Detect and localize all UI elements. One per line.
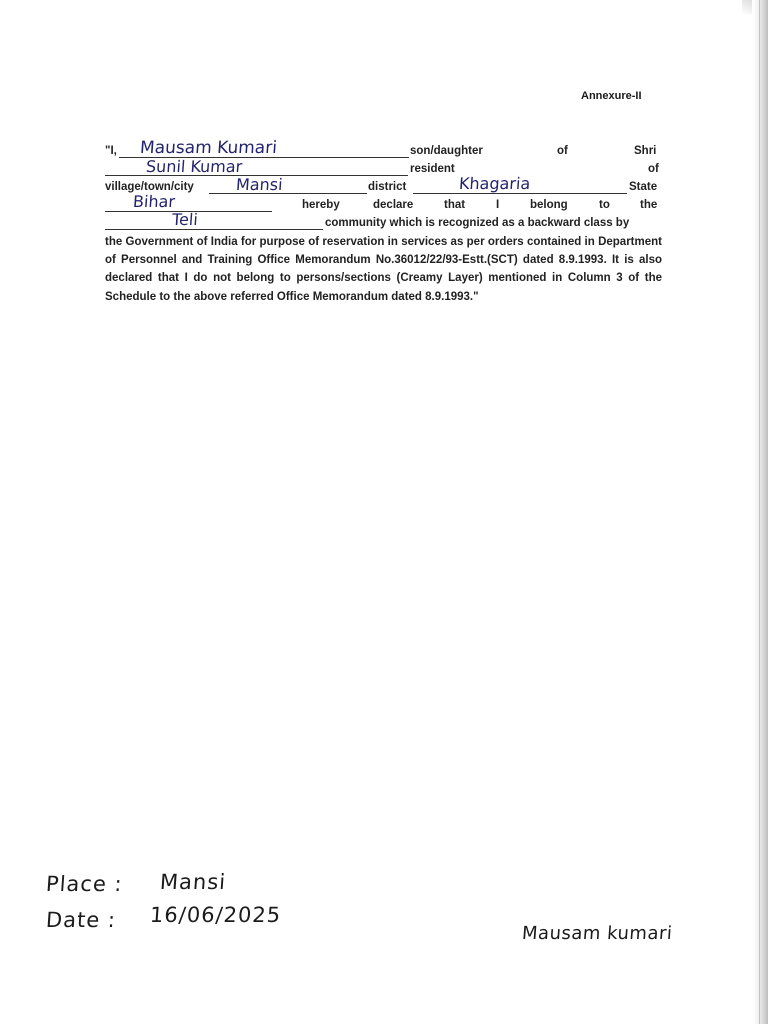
date-label: Date : bbox=[45, 908, 117, 932]
shri-label: Shri bbox=[634, 145, 657, 157]
signature: Mausam kumari bbox=[521, 923, 674, 944]
the-label: the bbox=[640, 199, 658, 211]
handwritten-community: Teli bbox=[171, 210, 199, 229]
date-value: 16/06/2025 bbox=[149, 903, 282, 927]
handwritten-village: Mansi bbox=[235, 175, 284, 194]
to-label: to bbox=[599, 199, 610, 211]
resident-label: resident bbox=[410, 163, 455, 175]
handwritten-father-name: Sunil Kumar bbox=[145, 157, 243, 176]
declare-label: declare bbox=[373, 199, 414, 211]
handwritten-name: Mausam Kumari bbox=[139, 138, 278, 158]
village-label: village/town/city bbox=[105, 181, 194, 193]
i-label: I bbox=[496, 199, 500, 211]
hereby-label: hereby bbox=[302, 199, 340, 211]
handwritten-district: Khagaria bbox=[458, 174, 531, 193]
declaration-body: the Government of India for purpose of reservation in services as per orders contained in Department of Personnel and Training Office Memorandum No.36012/22/93-Estt.(SCT) dated 8.9.1993. It is also declared that I do not belong to persons/sections (Creamy Layer) mentioned in Column 3 of the Schedule to the above referred Office Memorandum dated 8.9.1993." bbox=[105, 236, 662, 303]
opening-quote: "I, bbox=[105, 145, 117, 157]
declaration-line-3 bbox=[105, 180, 662, 196]
son-daughter-label: son/daughter bbox=[410, 145, 483, 157]
of-label: of bbox=[557, 145, 568, 157]
page-edge-shadow bbox=[752, 0, 768, 1024]
place-label: Place : bbox=[45, 872, 124, 896]
of-label-2: of bbox=[648, 163, 659, 175]
page-edge-line bbox=[759, 0, 760, 1024]
that-label: that bbox=[444, 199, 466, 211]
community-blank bbox=[105, 229, 323, 230]
belong-label: belong bbox=[530, 199, 568, 211]
place-value: Mansi bbox=[159, 870, 227, 894]
annexure-heading: Annexure-II bbox=[581, 90, 642, 102]
district-blank bbox=[413, 193, 627, 194]
handwritten-state: Bihar bbox=[132, 192, 176, 211]
district-label: district bbox=[368, 181, 407, 193]
community-text: community which is recognized as a backward class by bbox=[325, 217, 630, 229]
state-label: State bbox=[629, 181, 658, 193]
village-blank bbox=[209, 193, 367, 194]
